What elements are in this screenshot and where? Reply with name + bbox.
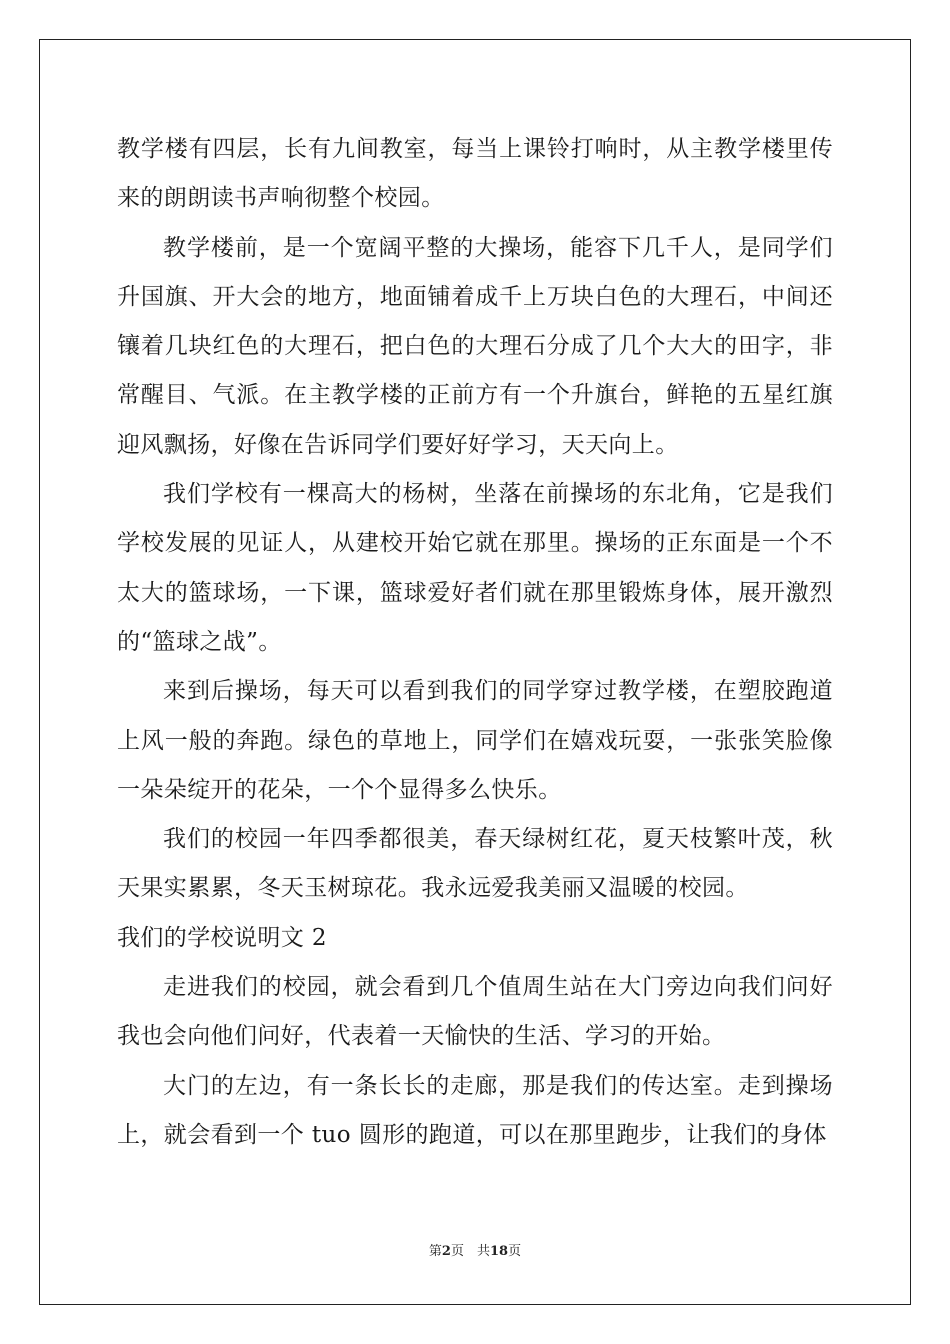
total-pages: 18 bbox=[489, 1244, 509, 1259]
paragraph: 大门的左边，有一条长长的走廊，那是我们的传达室。走到操场上，就会看到一个 tuo 圆形的跑道，可以在那里跑步，让我们的身体 bbox=[117, 1072, 833, 1148]
paragraph: 我们学校有一棵高大的杨树，坐落在前操场的东北角，它是我们学校发展的见证人，从建校开始它就在那里。操场的正东面是一个不太大的篮球场，一下课，篮球爱好者们就在那里锻炼身体，展开激烈的“篮球之战”。 bbox=[117, 481, 833, 655]
page-footer bbox=[0, 1240, 950, 1259]
section-heading: 我们的学校说明文 2 bbox=[117, 924, 327, 951]
page-number: 2 bbox=[441, 1244, 451, 1259]
footer-prefix: 第 bbox=[428, 1244, 442, 1259]
paragraph: 走进我们的校园，就会看到几个值周生站在大门旁边向我们问好我也会向他们问好，代表着一天愉快的生活、学习的开始。 bbox=[117, 974, 833, 1050]
footer-suffix: 页 bbox=[508, 1244, 522, 1259]
document-body bbox=[117, 125, 833, 1160]
paragraph: 来到后操场，每天可以看到我们的同学穿过教学楼，在塑胶跑道上风一般的奔跑。绿色的草地上，同学们在嬉戏玩耍，一张张笑脸像一朵朵绽开的花朵，一个个显得多么快乐。 bbox=[117, 678, 833, 803]
footer-mid: 页 共 bbox=[450, 1244, 490, 1259]
paragraph: 教学楼前，是一个宽阔平整的大操场，能容下几千人，是同学们升国旗、开大会的地方，地面铺着成千上万块白色的大理石，中间还镶着几块红色的大理石，把白色的大理石分成了几个大大的田字，非常醒目、气派。在主教学楼的正前方有一个升旗台，鲜艳的五星红旗迎风飘扬，好像在告诉同学们要好好学习，天天向上。 bbox=[117, 234, 833, 458]
paragraph: 教学楼有四层，长有九间教室，每当上课铃打响时，从主教学楼里传来的朗朗读书声响彻整个校园。 bbox=[117, 136, 833, 212]
paragraph: 我们的校园一年四季都很美，春天绿树红花，夏天枝繁叶茂，秋天果实累累，冬天玉树琼花。我永远爱我美丽又温暖的校园。 bbox=[117, 826, 833, 902]
